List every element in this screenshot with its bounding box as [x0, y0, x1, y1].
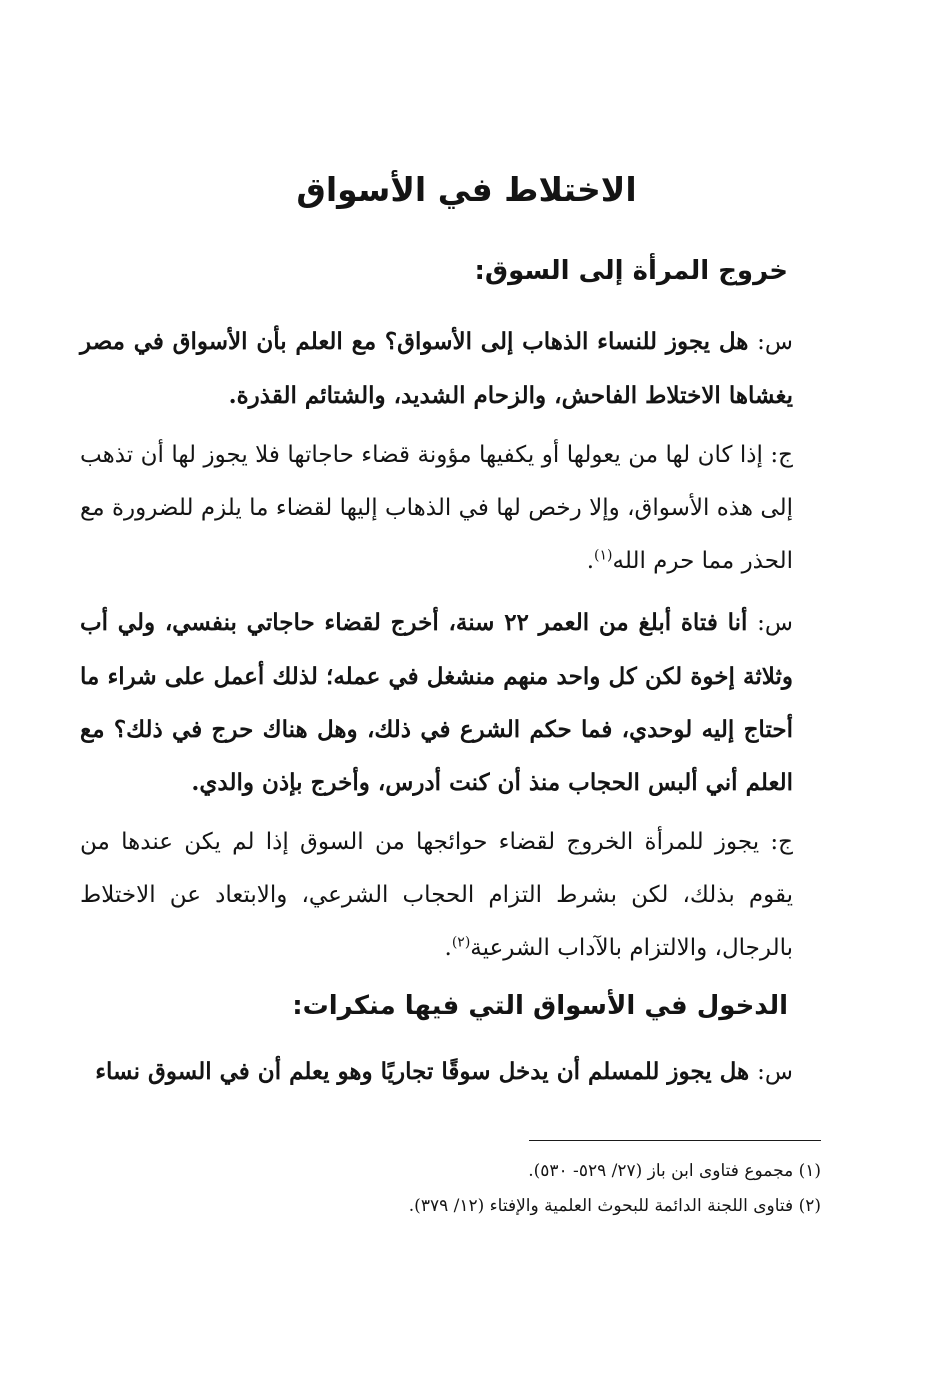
chapter-title: الاختلاط في الأسواق [296, 170, 637, 209]
footnote-separator [529, 1140, 821, 1141]
question-label: س: [757, 1059, 793, 1085]
answer-paragraph [80, 816, 793, 975]
footnotes [80, 1154, 821, 1224]
question-text: هل يجوز للمسلم أن يدخل سوقًا تجاريًا وهو يعلم أن في السوق نساء [95, 1058, 750, 1085]
answer-text: يجوز للمرأة الخروج لقضاء حوائجها من السوق إذا لم يكن عندها من يقوم بذلك، لكن بشرط التزام الحجاب الشرعي، والابتعاد عن الاختلاط بالرجال، والالتزام بالآداب الشرعية [80, 829, 793, 961]
question-text: هل يجوز للنساء الذهاب إلى الأسواق؟ مع العلم بأن الأسواق في مصر يغشاها الاختلاط الفاحش، والزحام الشديد، والشتائم القذرة. [80, 328, 793, 409]
answer-label: ج: [770, 442, 793, 468]
footnote: (٢) فتاوى اللجنة الدائمة للبحوث العلمية والإفتاء (١٢/ ٣٧٩). [408, 1196, 821, 1216]
answer-end-punct: . [444, 935, 452, 961]
section-title-women-to-market: خروج المرأة إلى السوق: [474, 256, 788, 286]
question-label: س: [757, 329, 793, 355]
footnote-marker: (١) [594, 547, 613, 564]
answer-text: إذا كان لها من يعولها أو يكفيها مؤونة قضاء حاجاتها فلا يجوز لها أن تذهب إلى هذه الأسواق، وإلا رخص لها في الذهاب إليها لقضاء ما يلزم للضرورة مع الحذر مما حرم الله [80, 442, 793, 574]
section-title-markets-with-evils: الدخول في الأسواق التي فيها منكرات: [292, 991, 788, 1021]
answer-end-punct: . [586, 548, 595, 574]
answer-label: ج: [770, 829, 793, 855]
question-text: أنا فتاة أبلغ من العمر ٢٢ سنة، أخرج لقضاء حاجاتي بنفسي، ولي أب وثلاثة إخوة لكن كل واحد منهم منشغل في عمله؛ لذلك أعمل على شراء ما أحتاج إليه لوحدي، فما حكم الشرع في ذلك، وهل هناك حرج في ذلك؟ مع العلم أني ألبس الحجاب منذ أن كنت أدرس، وأخرج بإذن والدي. [80, 609, 793, 796]
footnote: (١) مجموع فتاوى ابن باز (٢٧/ ٥٢٩- ٥٣٠). [528, 1161, 821, 1181]
question-paragraph [80, 315, 793, 422]
answer-paragraph [80, 429, 793, 588]
question-paragraph [80, 1045, 793, 1099]
footnote-marker: (٢) [451, 934, 471, 951]
question-paragraph [80, 596, 793, 809]
question-label: س: [757, 610, 793, 636]
